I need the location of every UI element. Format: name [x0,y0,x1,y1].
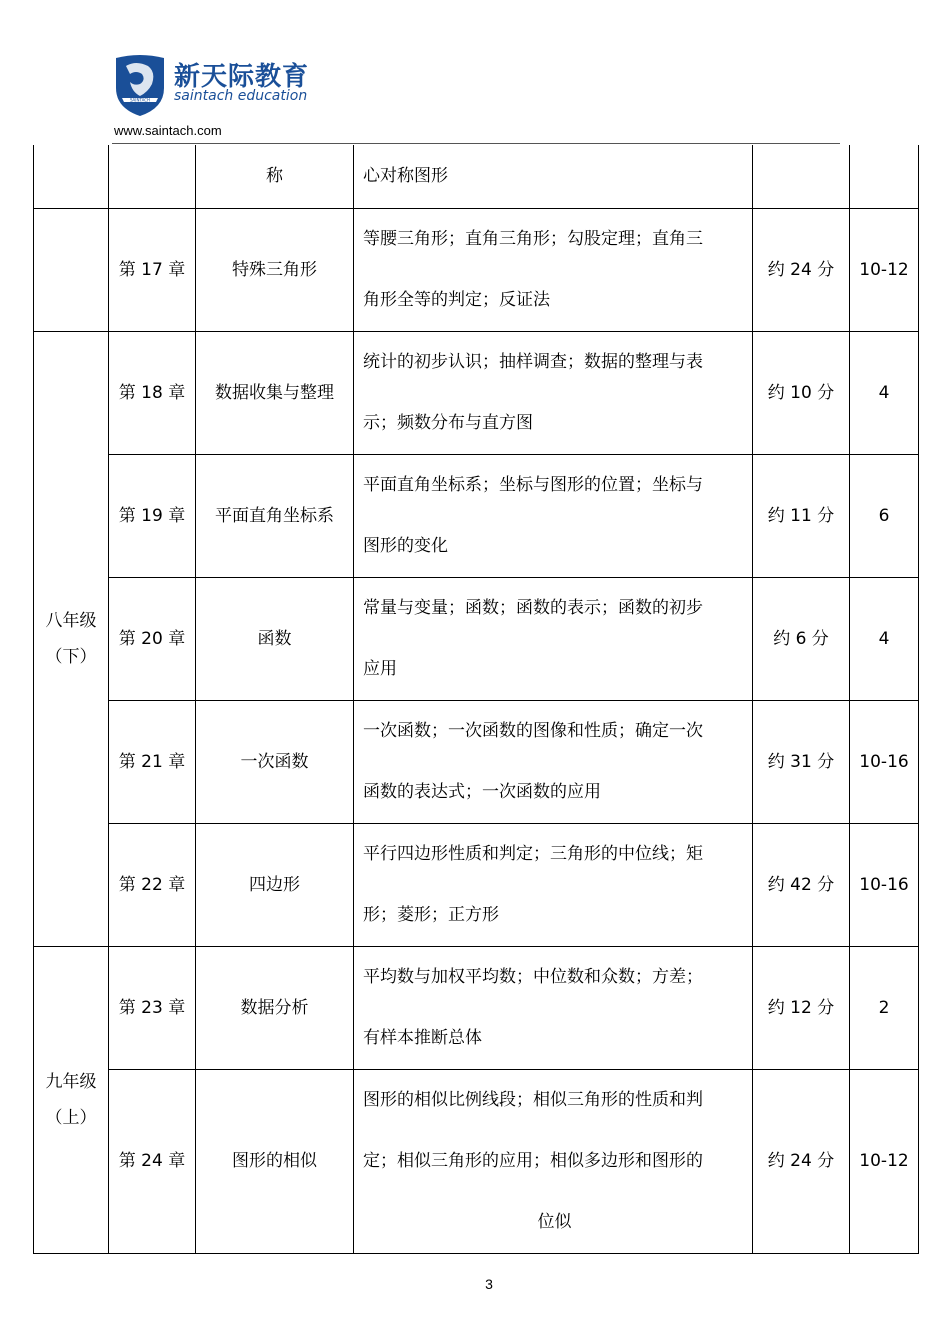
chapter-number-cell: 第 23 章 [109,946,196,1069]
chapter-name-cell: 一次函数 [196,700,354,823]
chapter-number-cell: 第 20 章 [109,577,196,700]
table-row [34,577,919,700]
content-line: 平行四边形性质和判定；三角形的中位线；矩 [363,843,703,864]
grade-cell [34,331,109,946]
content-line: 有样本推断总体 [363,1027,482,1048]
chapter-name-cell: 图形的相似 [196,1069,354,1253]
score-cell: 约 6 分 [753,577,850,700]
chapter-number-cell: 第 22 章 [109,823,196,946]
content-line: 定；相似三角形的应用；相似多边形和图形的 [363,1150,703,1171]
table-row [34,145,919,208]
shield-logo-icon [112,52,168,118]
website-url: www.saintach.com [114,123,222,138]
grade-cell-empty [34,208,109,331]
content-cell [354,700,753,823]
content-line: 示；频数分布与直方图 [363,412,533,433]
hours-cell-empty [850,145,919,208]
chapter-number-cell: 第 17 章 [109,208,196,331]
score-cell: 约 12 分 [753,946,850,1069]
chapter-name-cell: 特殊三角形 [196,208,354,331]
hours-cell: 4 [850,577,919,700]
page-number: 3 [485,1276,493,1292]
table-row [34,946,919,1069]
hours-cell: 10-16 [850,700,919,823]
chapter-name-cell: 数据分析 [196,946,354,1069]
hours-cell: 10-16 [850,823,919,946]
brand-name-chinese: 新天际教育 [174,62,310,92]
content-line: 平面直角坐标系；坐标与图形的位置；坐标与 [363,474,703,495]
grade-term: （上） [45,1107,97,1128]
grade-cell [34,946,109,1253]
content-line: 应用 [363,658,397,679]
content-cell [354,208,753,331]
header-divider [112,143,840,144]
grade-term: （下） [45,646,97,667]
hours-cell: 4 [850,331,919,454]
chapter-name-cell: 数据收集与整理 [196,331,354,454]
svg-text:SAINTACH: SAINTACH [129,97,151,103]
hours-cell: 10-12 [850,1069,919,1253]
hours-cell: 6 [850,454,919,577]
table-row [34,700,919,823]
content-cell [354,454,753,577]
content-line: 图形的变化 [363,535,448,556]
content-line: 形；菱形；正方形 [363,904,499,925]
table-row [34,823,919,946]
content-line: 一次函数；一次函数的图像和性质；确定一次 [363,720,703,741]
content-line: 平均数与加权平均数；中位数和众数；方差； [363,966,703,987]
score-cell: 约 42 分 [753,823,850,946]
score-cell: 约 11 分 [753,454,850,577]
chapter-cell-empty [109,145,196,208]
grade-cell-empty [34,145,109,208]
content-line: 位似 [537,1211,572,1232]
chapter-name-cell: 四边形 [196,823,354,946]
score-cell: 约 31 分 [753,700,850,823]
saintach-logo [112,52,310,118]
score-cell: 约 24 分 [753,1069,850,1253]
content-line: 等腰三角形；直角三角形；勾股定理；直角三 [363,228,703,249]
content-cell [354,145,753,208]
content-cell [354,823,753,946]
content-line: 图形的相似比例线段；相似三角形的性质和判 [363,1089,703,1110]
chapter-name-cell: 函数 [196,577,354,700]
grade-label: 九年级 [45,1071,97,1092]
content-line: 角形全等的判定；反证法 [363,289,550,310]
score-cell: 约 24 分 [753,208,850,331]
content-line: 心对称图形 [363,165,448,186]
chapter-number-cell: 第 19 章 [109,454,196,577]
brand-name-english: saintach education [174,88,308,104]
table-row [34,331,919,454]
syllabus-table [33,145,919,1254]
chapter-number-cell: 第 21 章 [109,700,196,823]
table-row [34,1069,919,1253]
content-line: 常量与变量；函数；函数的表示；函数的初步 [363,597,703,618]
content-cell [354,577,753,700]
score-cell: 约 10 分 [753,331,850,454]
grade-label: 八年级 [45,610,97,631]
content-cell [354,946,753,1069]
content-line: 统计的初步认识；抽样调查；数据的整理与表 [363,351,703,372]
content-line: 函数的表达式；一次函数的应用 [363,781,601,802]
chapter-name-cell: 平面直角坐标系 [196,454,354,577]
content-cell [354,331,753,454]
score-cell-empty [753,145,850,208]
chapter-number-cell: 第 18 章 [109,331,196,454]
table-row [34,208,919,331]
table-row [34,454,919,577]
content-cell [354,1069,753,1253]
hours-cell: 10-12 [850,208,919,331]
hours-cell: 2 [850,946,919,1069]
page-header [0,0,950,145]
chapter-name-cell: 称 [196,145,354,208]
chapter-number-cell: 第 24 章 [109,1069,196,1253]
